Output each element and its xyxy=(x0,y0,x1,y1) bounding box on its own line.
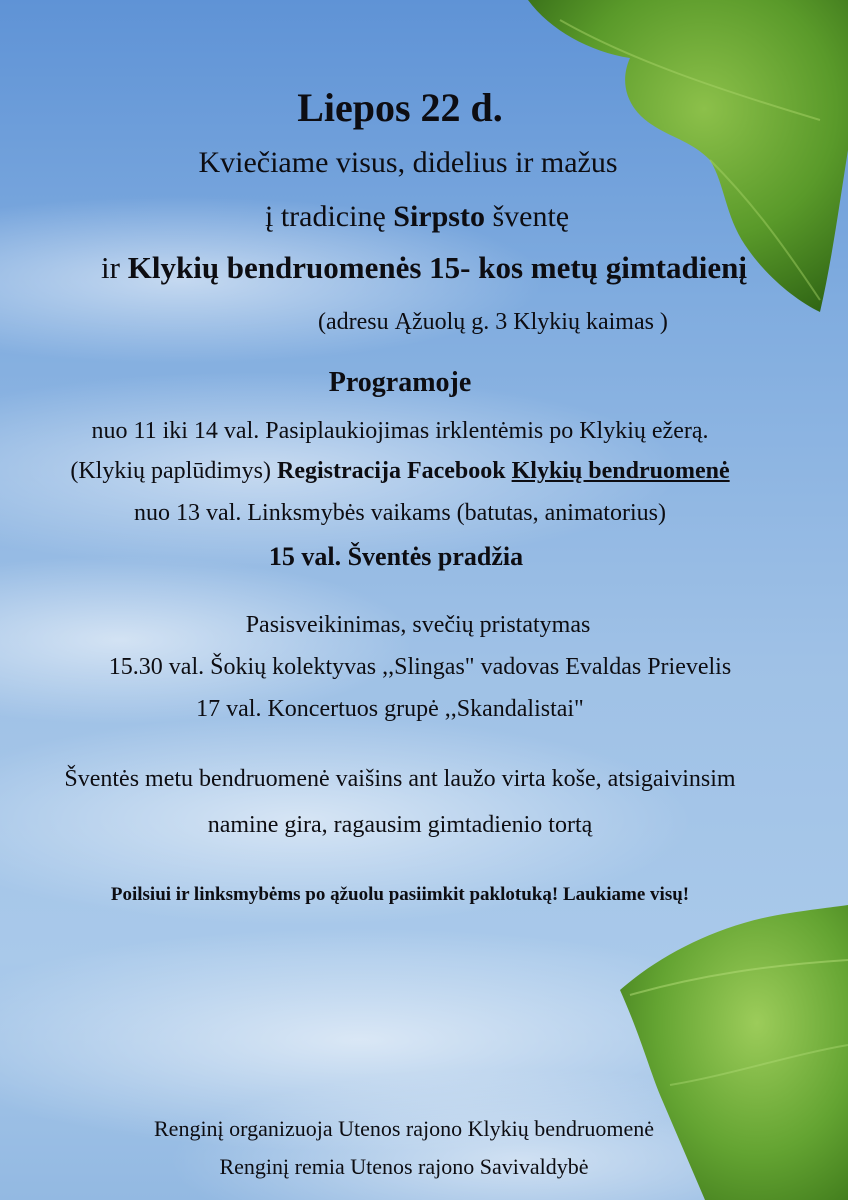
event-date-heading: Liepos 22 d. xyxy=(297,85,503,130)
program-item-concert: 17 val. Koncertuos grupė ,,Skandalistai" xyxy=(196,696,584,722)
anniversary-title: Klykių bendruomenės 15- kos metų gimtadienį xyxy=(127,250,747,285)
event-address: (adresu Ąžuolų g. 3 Klykių kaimas ) xyxy=(318,309,668,335)
program-item-kids-fun: nuo 13 val. Linksmybės vaikams (batutas, animatorius) xyxy=(134,500,666,526)
program-item-greetings: Pasisveikinimas, svečių pristatymas xyxy=(245,612,591,638)
note-line-1: Šventės metu bendruomenė vaišins ant laužo virta koše, atsigaivinsim xyxy=(64,766,736,792)
closing-message: Poilsiui ir linksmybėms po ąžuolu pasiimkit paklotuką! Laukiame visų! xyxy=(110,884,690,905)
note-line-2: namine gira, ragausim gimtadienio tortą xyxy=(207,812,593,838)
program-heading: Programoje xyxy=(328,367,472,398)
invitation-line-2-pre: į tradicinę xyxy=(265,200,394,233)
program-item-registration xyxy=(0,458,800,485)
invitation-line-2-post: šventę xyxy=(484,200,570,233)
facebook-community-link[interactable]: Klykių bendruomenė xyxy=(511,458,730,484)
program-item-dance-group: 15.30 val. Šokių kolektyvas ,,Slingas" vadovas Evaldas Prievelis xyxy=(108,654,732,680)
registration-label: Registracija Facebook xyxy=(277,458,512,484)
invitation-line-1: Kviečiame visus, didelius ir mažus xyxy=(198,146,618,179)
invitation-line-2 xyxy=(265,200,569,234)
invitation-line-3-pre: ir xyxy=(101,250,128,285)
footer-sponsor: Renginį remia Utenos rajono Savivaldybė xyxy=(219,1154,589,1179)
invitation-line-3 xyxy=(0,250,848,286)
footer-organizer: Renginį organizuoja Utenos rajono Klykių bendruomenė xyxy=(154,1116,654,1141)
program-item-paddleboarding: nuo 11 iki 14 val. Pasiplaukiojimas irklentėmis po Klykių ežerą. xyxy=(91,418,709,444)
festival-name: Sirpsto xyxy=(393,200,485,233)
program-item-festival-start: 15 val. Šventės pradžia xyxy=(268,542,524,571)
registration-location: (Klykių paplūdimys) xyxy=(70,458,277,484)
